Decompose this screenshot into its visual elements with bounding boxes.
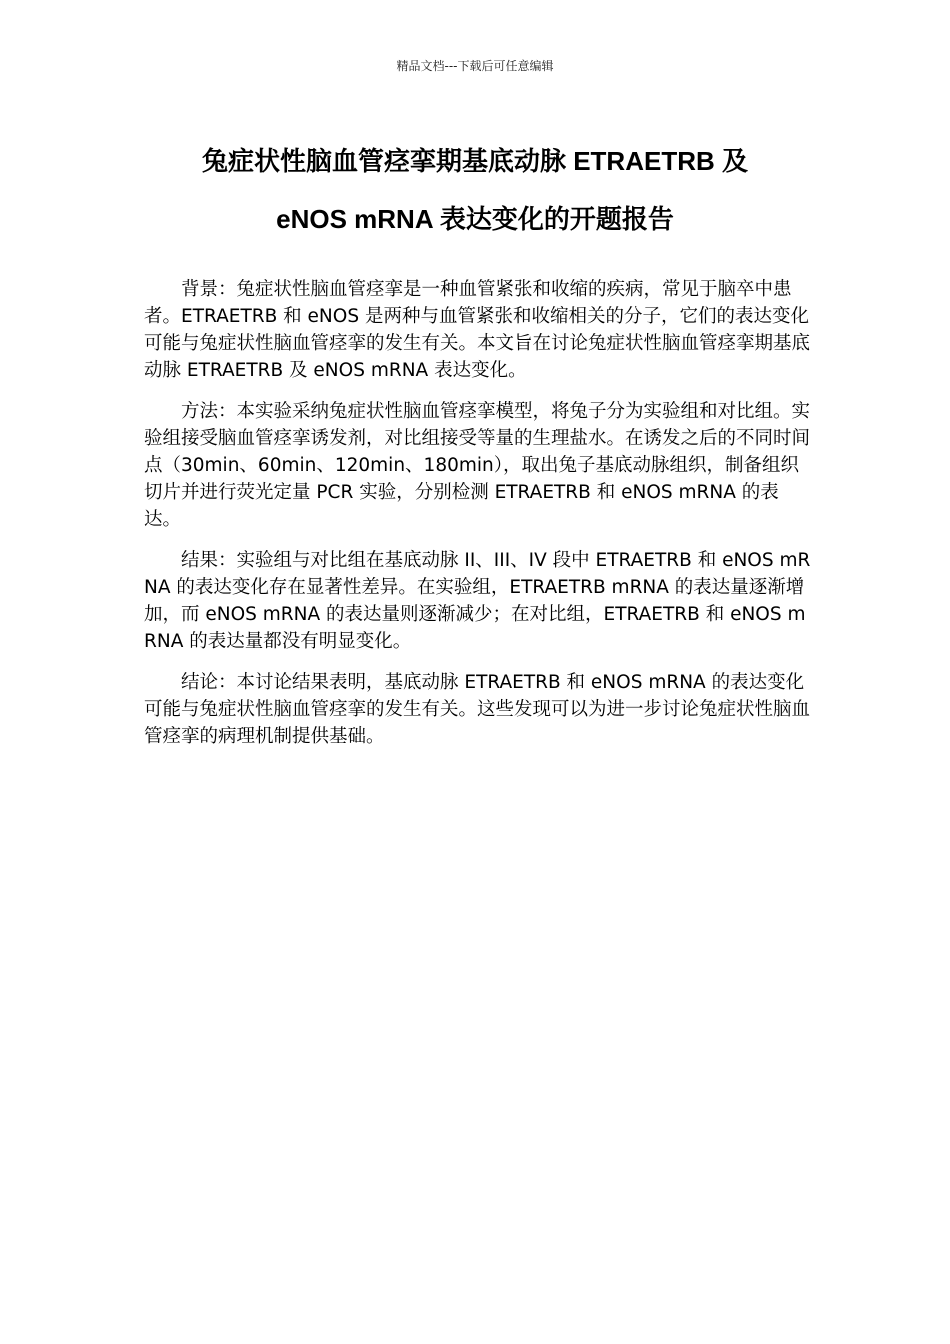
title-line-2: eNOS mRNA 表达变化的开题报告 (276, 204, 674, 234)
paragraph-background: 背景：兔症状性脑血管痉挛是一种血管紧张和收缩的疾病，常见于脑卒中患者。ETRAETRB 和 eNOS 是两种与血管紧张和收缩相关的分子，它们的表达变化可能与兔症状性脑血管痉挛的发生有关。本文旨在讨论兔症状性脑血管痉挛期基底动脉 ETRAETRB 及 eNOS mRNA 表达变化。 (144, 279, 811, 381)
paragraph-results: 结果：实验组与对比组在基底动脉 II、III、IV 段中 ETRAETRB 和 eNOS mRNA 的表达变化存在显著性差异。在实验组，ETRAETRB mRNA 的表达量逐渐增加，而 eNOS mRNA 的表达量则逐渐减少；在对比组，ETRAETRB 和 eNOS mRNA 的表达量都没有明显变化。 (144, 550, 811, 652)
header-note: 精品文档---下载后可任意编辑 (396, 59, 554, 73)
document-body (144, 276, 812, 764)
title-line-1: 兔症状性脑血管痉挛期基底动脉 ETRAETRB 及 (201, 146, 748, 176)
document-title (100, 132, 850, 248)
paragraph-methods: 方法：本实验采纳兔症状性脑血管痉挛模型，将兔子分为实验组和对比组。实验组接受脑血管痉挛诱发剂，对比组接受等量的生理盐水。在诱发之后的不同时间点（30min、60min、120min、180min），取出兔子基底动脉组织，制备组织切片并进行荧光定量 PCR 实验，分别检测 ETRAETRB 和 eNOS mRNA 的表达。 (144, 401, 811, 530)
paragraph-conclusion: 结论：本讨论结果表明，基底动脉 ETRAETRB 和 eNOS mRNA 的表达变化可能与兔症状性脑血管痉挛的发生有关。这些发现可以为进一步讨论兔症状性脑血管痉挛的病理机制提供基础。 (144, 672, 811, 747)
